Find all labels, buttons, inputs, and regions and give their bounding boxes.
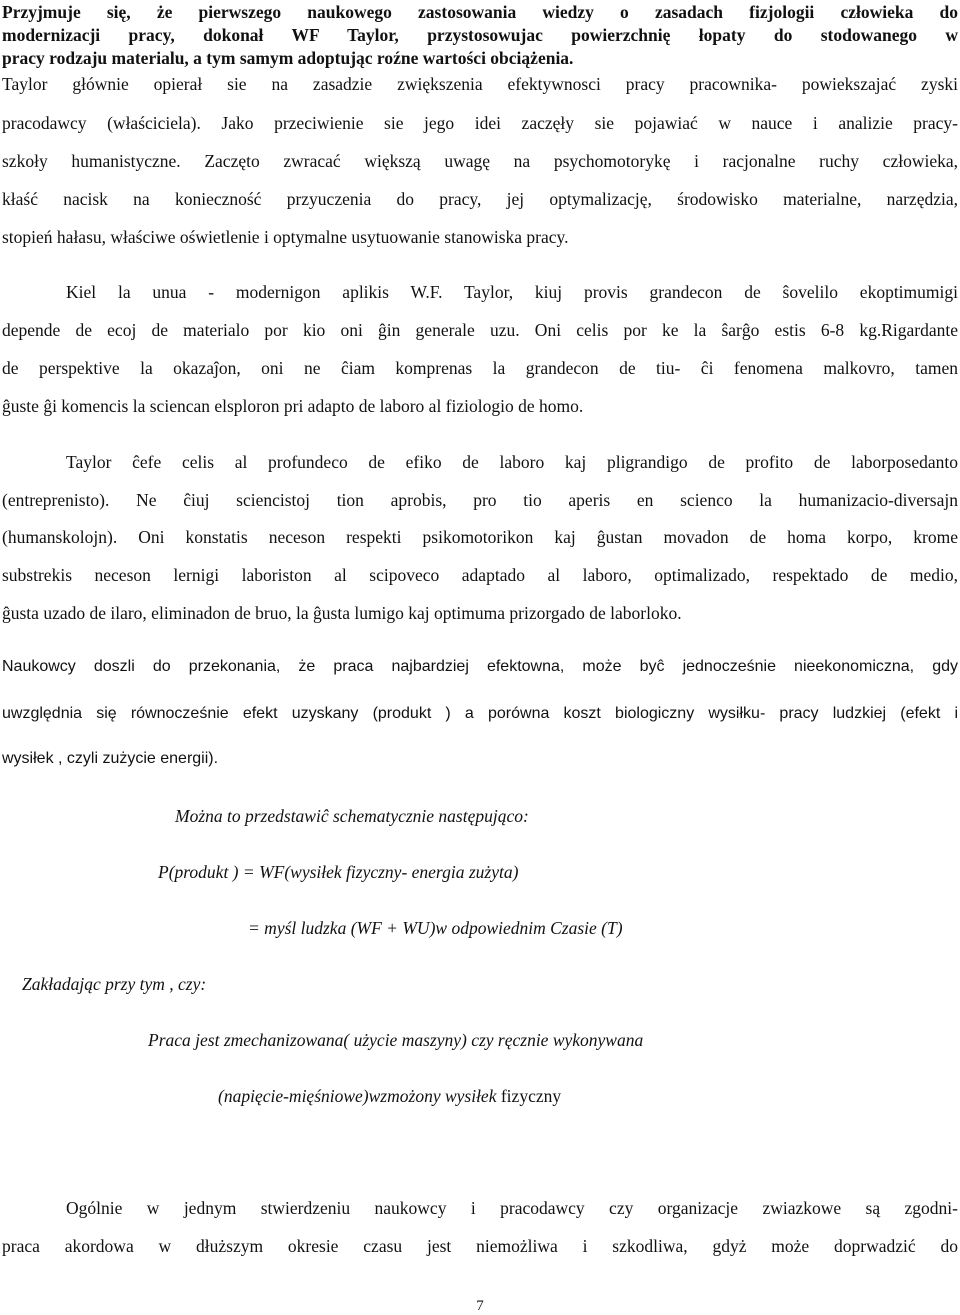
formula-line-4-italic: (napięcie-mięśniowe)wzmożony wysiłek	[218, 1086, 497, 1106]
para-pl-1-line-5: stopień hałasu, właściwe oświetlenie i optymalne usytuowanie stanowiska pracy.	[2, 227, 569, 247]
para-eo-2-line-1: Taylor ĉefe celis al profundeco de efiko de laboro kaj pligrandigo de profito de laborposedanto	[66, 452, 958, 472]
para-eo-2-line-2: (entreprenisto). Ne ĉiuj sciencistoj tion aprobis, pro tio aperis en scienco la humanizacio-diversajn	[2, 490, 958, 510]
formula-line-4	[218, 1086, 561, 1107]
para-eo-2-line-4: substrekis neceson lernigi laboriston al scipoveco adaptado al laboro, optimalizado, respektado de medio,	[2, 565, 958, 585]
formula-line-4-normal: fizyczny	[496, 1086, 562, 1106]
para-eo-2-line-3: (humanskolojn). Oni konstatis neceson respekti psikomotorikon kaj ĝustan movadon de homa korpo, krome	[2, 527, 958, 547]
para-pl-1-line-4: kłaść nacisk na konieczność przyuczenia do pracy, jej optymalizację, środowisko materialne, narzędzia,	[2, 189, 958, 209]
page-number: 7	[476, 1298, 484, 1314]
intro-line-2: modernizacji pracy, dokonał WF Taylor, przystosowujac powierzchnię łopaty do stodowanego w	[2, 25, 958, 45]
formula-line-3: Praca jest zmechanizowana( użycie maszyny) czy ręcznie wykonywana	[148, 1030, 644, 1050]
para-pl-1-line-2: pracodawcy (właściciela). Jako przeciwienie sie jego idei zaczęły sie pojawiać w nauce i analizie pracy-	[2, 113, 958, 133]
formula-line-1: P(produkt ) = WF(wysiłek fizyczny- energia zużyta)	[158, 862, 519, 882]
para-eo-1-line-3: de perspektive la okazaĵon, oni ne ĉiam komprenas la grandecon de tiu- ĉi fenomena malkovro, tamen	[2, 358, 958, 378]
para-final-line-2: praca akordowa w dłuższym okresie czasu jest niemożliwa i szkodliwa, gdyż może doprwadzić do	[2, 1236, 958, 1256]
para-pl-1-line-1: Taylor głównie opierał sie na zasadzie zwiększenia efektywnosci pracy pracownika- powiekszajać zyski	[2, 74, 958, 94]
intro-line-1: Przyjmuje się, że pierwszego naukowego zastosowania wiedzy o zasadach fizjologii człowieka do	[2, 2, 958, 22]
para-final-line-1: Ogólnie w jednym stwierdzeniu naukowcy i pracodawcy czy organizacje zwiazkowe są zgodni-	[66, 1198, 958, 1218]
para-eo-2-line-5: ĝusta uzado de ilaro, eliminadon de bruo, la ĝusta lumigo kaj optimuma prizorgado de laborloko.	[2, 603, 682, 623]
formula-assumption: Zakładając przy tym , czy:	[22, 974, 207, 994]
para-pl-2-line-1: Naukowcy doszli do przekonania, że praca najbardziej efektowna, może byĉ jednocześnie nieekonomiczna, gdy	[2, 658, 958, 675]
formula-intro: Można to przedstawiĉ schematycznie następująco:	[175, 806, 529, 826]
para-eo-1-line-1: Kiel la unua - modernigon aplikis W.F. Taylor, kiuj provis grandecon de ŝovelilo ekoptimumigi	[66, 282, 958, 302]
intro-line-3: pracy rodzaju materialu, a tym samym adoptując roźne wartości obciążenia.	[2, 48, 574, 68]
para-pl-1-line-3: szkoły humanistyczne. Zaczęto zwracać większą uwagę na psychomotorykę i racjonalne ruchy człowieka,	[2, 151, 958, 171]
para-eo-1-line-4: ĝuste ĝi komencis la sciencan elsploron pri adapto de laboro al fiziologio de homo.	[2, 396, 584, 416]
para-eo-1-line-2: depende de ecoj de materialo por kio oni ĝin generale uzu. Oni celis por ke la ŝarĝo estis 6-8 kg.Rigardante	[2, 320, 958, 340]
formula-line-2: = myśl ludzka (WF + WU)w odpowiednim Czasie (T)	[248, 918, 623, 938]
para-pl-2-line-3: wysiłek , czyli zużycie energii).	[2, 750, 219, 767]
para-pl-2-line-2: uwzględnia się równocześnie efekt uzyskany (produkt ) a porówna koszt biologiczny wysiłku- pracy ludzkiej (efekt i	[2, 705, 958, 722]
